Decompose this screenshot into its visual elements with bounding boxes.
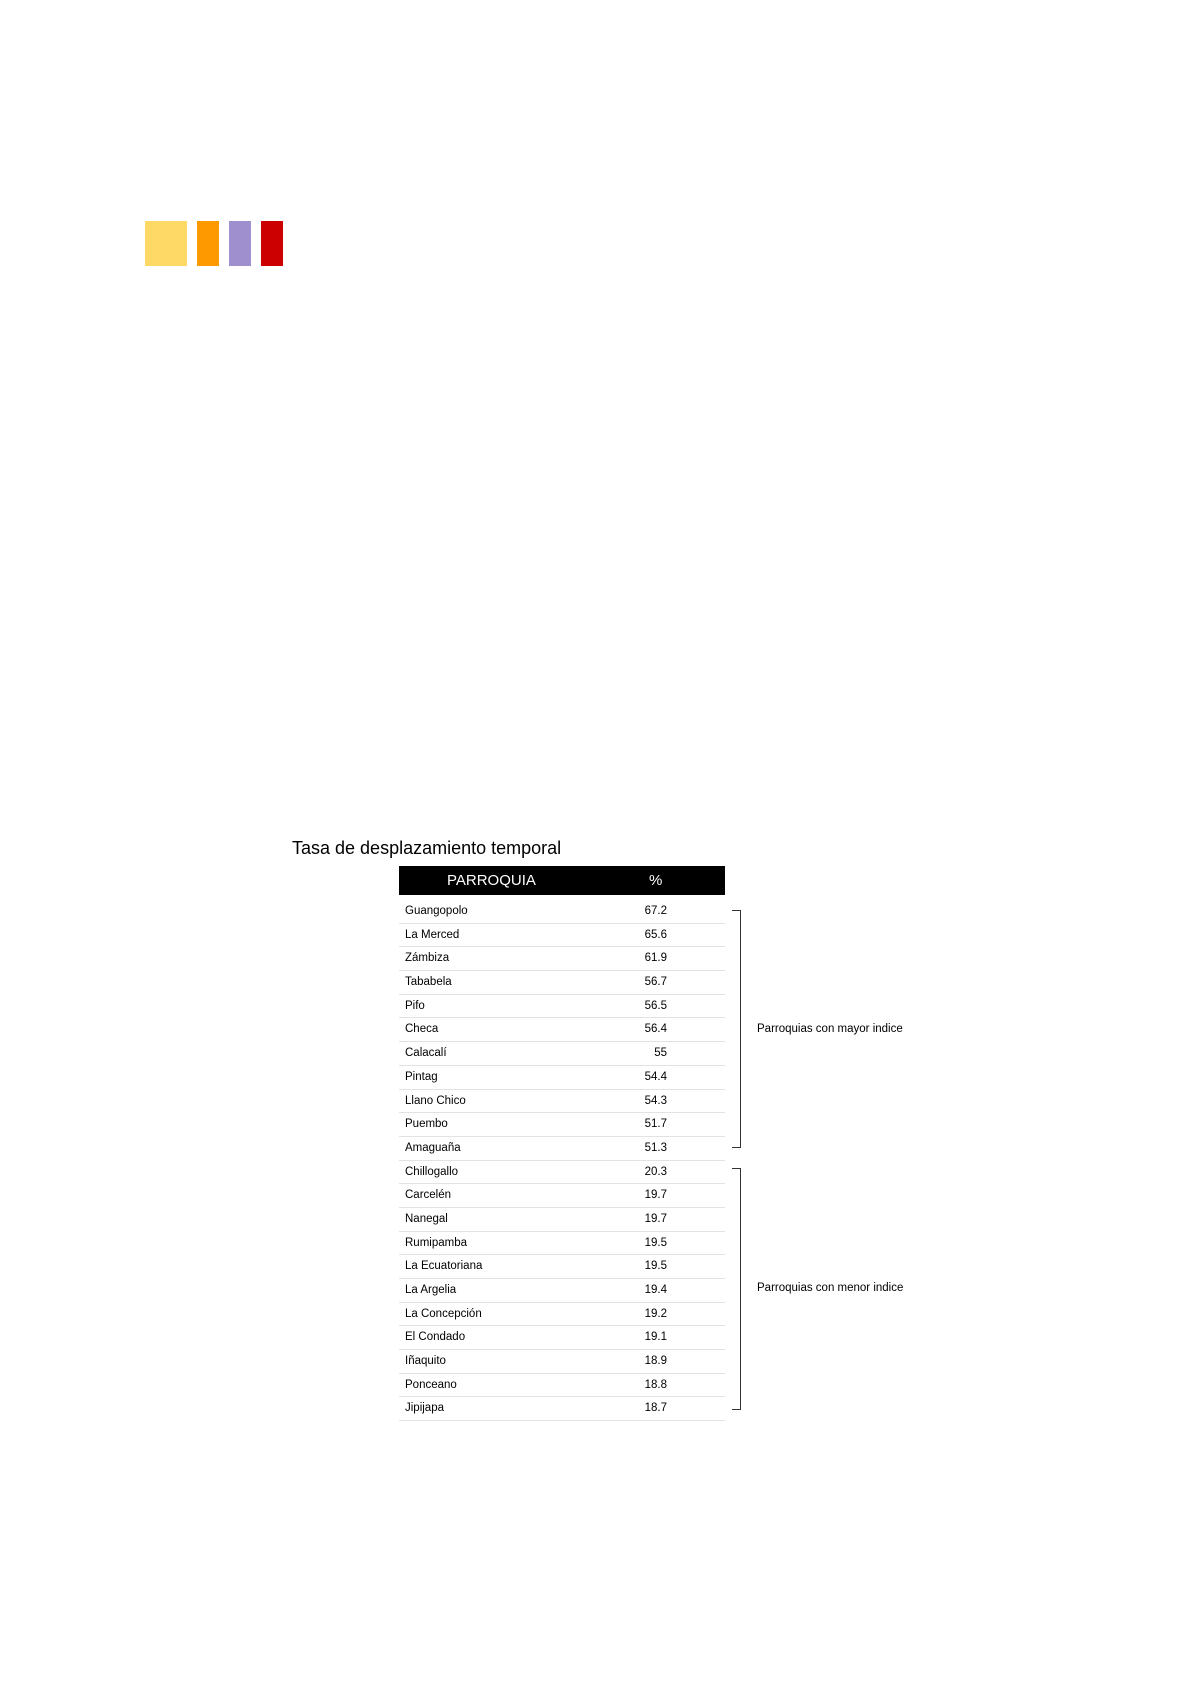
logo-block-purple: [229, 221, 251, 266]
percent-value: 19.7: [644, 1212, 667, 1225]
percent-value: 19.1: [644, 1331, 667, 1344]
percent-value: 19.5: [644, 1260, 667, 1273]
parroquia-name: Guangopolo: [405, 905, 468, 917]
percent-value: 56.7: [644, 976, 667, 989]
percent-value: 19.2: [644, 1307, 667, 1320]
parroquia-name: Ponceano: [405, 1378, 457, 1391]
logo-block-orange: [197, 221, 219, 266]
table-row: [399, 1279, 725, 1303]
parroquia-name: Zámbiza: [405, 952, 450, 965]
percent-value: 19.5: [644, 1236, 667, 1249]
logo-block-red: [261, 221, 283, 266]
table-row: [399, 1350, 725, 1374]
percent-value: 54.4: [644, 1070, 667, 1083]
percent-value: 18.8: [644, 1378, 667, 1391]
parroquia-name: La Merced: [405, 928, 460, 941]
table-row: [399, 995, 725, 1019]
table-row: [399, 1184, 725, 1208]
table-row: [399, 1066, 725, 1090]
percent-value: 19.4: [644, 1284, 667, 1296]
table-row: [399, 1303, 725, 1327]
percent-value: 18.9: [644, 1355, 667, 1368]
bracket-low: [732, 1168, 741, 1410]
percent-value: 51.3: [644, 1141, 667, 1154]
table-row: [399, 924, 725, 948]
percent-value: 18.7: [644, 1402, 667, 1415]
table-row: [399, 1232, 725, 1256]
parroquia-name: Rumipamba: [405, 1236, 467, 1249]
parroquia-name: Pintag: [405, 1070, 438, 1083]
table-row: [399, 1113, 725, 1137]
parroquia-name: Calacalí: [405, 1047, 447, 1060]
table-row: [399, 1397, 725, 1421]
table-row: [399, 1161, 725, 1185]
parroquia-name: Nanegal: [405, 1212, 448, 1225]
table-body: [399, 900, 725, 1421]
table-row: [399, 1018, 725, 1042]
table-row: [399, 1090, 725, 1114]
table-row: [399, 947, 725, 971]
percent-value: 67.2: [644, 905, 667, 917]
percent-value: 65.6: [644, 928, 667, 941]
percent-value: 55: [654, 1047, 667, 1060]
percent-value: 19.7: [644, 1189, 667, 1202]
parroquia-name: Tababela: [405, 976, 452, 989]
logo-block-yellow: [145, 221, 187, 266]
parroquia-name: El Condado: [405, 1331, 466, 1344]
table-row: [399, 1326, 725, 1350]
table-row: [399, 1042, 725, 1066]
parroquia-name: Carcelén: [405, 1189, 452, 1202]
column-header-parroquia: PARROQUIA: [447, 872, 536, 889]
parroquia-name: Puembo: [405, 1118, 448, 1131]
parroquia-name: Amaguaña: [405, 1141, 461, 1154]
percent-value: 20.3: [644, 1165, 667, 1178]
parroquia-name: La Argelia: [405, 1284, 457, 1296]
bracket-high: [732, 910, 741, 1148]
group-label-high: Parroquias con mayor indice: [757, 1023, 903, 1035]
parroquia-name: Pifo: [405, 999, 425, 1012]
parroquia-name: Iñaquito: [405, 1355, 446, 1368]
table-row: [399, 1374, 725, 1398]
percent-value: 56.5: [644, 999, 667, 1012]
parroquia-name: Checa: [405, 1023, 439, 1036]
percent-value: 54.3: [644, 1094, 667, 1107]
table-row: [399, 1208, 725, 1232]
parroquia-name: La Concepción: [405, 1307, 482, 1320]
parroquia-name: Llano Chico: [405, 1094, 466, 1107]
column-header-percent: %: [649, 872, 663, 889]
table-row: [399, 1137, 725, 1161]
parroquia-name: Chillogallo: [405, 1165, 459, 1178]
table-row: [399, 1255, 725, 1279]
percent-value: 51.7: [644, 1118, 667, 1131]
parroquia-name: La Ecuatoriana: [405, 1260, 483, 1273]
percent-value: 61.9: [644, 952, 667, 965]
table-row: [399, 900, 725, 924]
group-label-low: Parroquias con menor indice: [757, 1282, 904, 1294]
table-header: [399, 866, 725, 895]
table-row: [399, 971, 725, 995]
parroquia-name: Jipijapa: [405, 1402, 444, 1415]
percent-value: 56.4: [644, 1023, 667, 1036]
figure-title: Tasa de desplazamiento temporal: [292, 838, 562, 858]
